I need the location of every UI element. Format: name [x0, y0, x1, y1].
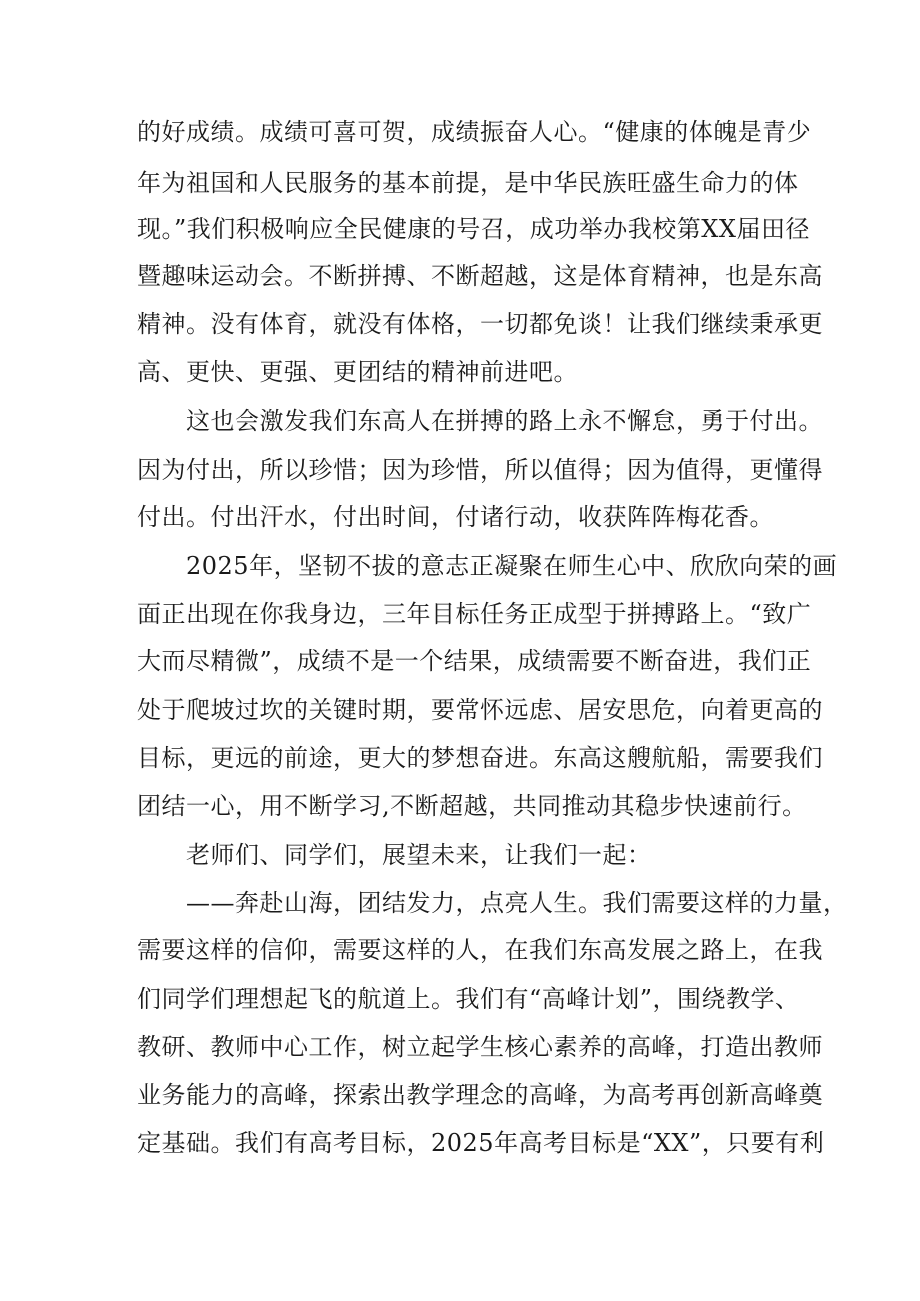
text-line: 教研、教师中心工作，树立起学生核心素养的高峰，打造出教师 [137, 1033, 823, 1061]
text-line: 暨趣味运动会。不断拼搏、不断超越，这是体育精神，也是东高 [137, 262, 823, 290]
paragraph-first-line: 老师们、同学们，展望未来，让我们一起： [186, 841, 652, 869]
text-line: 处于爬坡过坎的关键时期，要常怀远虑、居安思危，向着更高的 [137, 696, 823, 724]
paragraph-first-line: 2025年，坚韧不拔的意志正凝聚在师生心中、欣欣向荣的画 [186, 552, 838, 580]
text-line: 团结一心，用不断学习,不断超越，共同推动其稳步快速前行。 [137, 792, 807, 820]
text-line: 大而尽精微”，成绩不是一个结果，成绩需要不断奋进，我们正 [137, 647, 812, 675]
text-line: 需要这样的信仰，需要这样的人，在我们东高发展之路上，在我 [137, 936, 823, 964]
text-line: 现。”我们积极响应全民健康的号召，成功举办我校第XX届田径 [137, 215, 810, 243]
text-line: 因为付出，所以珍惜；因为珍惜，所以值得；因为值得，更懂得 [137, 456, 823, 484]
text-line: 业务能力的高峰，探索出教学理念的高峰，为高考再创新高峰奠 [137, 1081, 823, 1109]
text-line: 付出。付出汗水，付出时间，付诸行动，收获阵阵梅花香。 [137, 503, 774, 531]
text-line: 面正出现在你我身边，三年目标任务正成型于拼搏路上。“致广 [137, 600, 812, 628]
paragraph-first-line: ——奔赴山海，团结发力，点亮人生。我们需要这样的力量， [186, 889, 848, 917]
text-line: 们同学们理想起飞的航道上。我们有“高峰计划”，围绕教学、 [137, 985, 800, 1013]
text-line: 目标，更远的前途，更大的梦想奋进。东高这艘航船，需要我们 [137, 744, 823, 772]
text-line: 高、更快、更强、更团结的精神前进吧。 [137, 358, 578, 386]
text-line: 定基础。我们有高考目标，2025年高考目标是“XX”，只要有利 [137, 1129, 825, 1157]
text-line: 精神。没有体育，就没有体格，一切都免谈！让我们继续秉承更 [137, 310, 823, 338]
text-line: 年为祖国和人民服务的基本前提，是中华民族旺盛生命力的体 [137, 169, 799, 197]
text-line: 的好成绩。成绩可喜可贺，成绩振奋人心。“健康的体魄是青少 [137, 118, 812, 146]
paragraph-first-line: 这也会激发我们东高人在拼搏的路上永不懈怠，勇于付出。 [186, 407, 823, 435]
